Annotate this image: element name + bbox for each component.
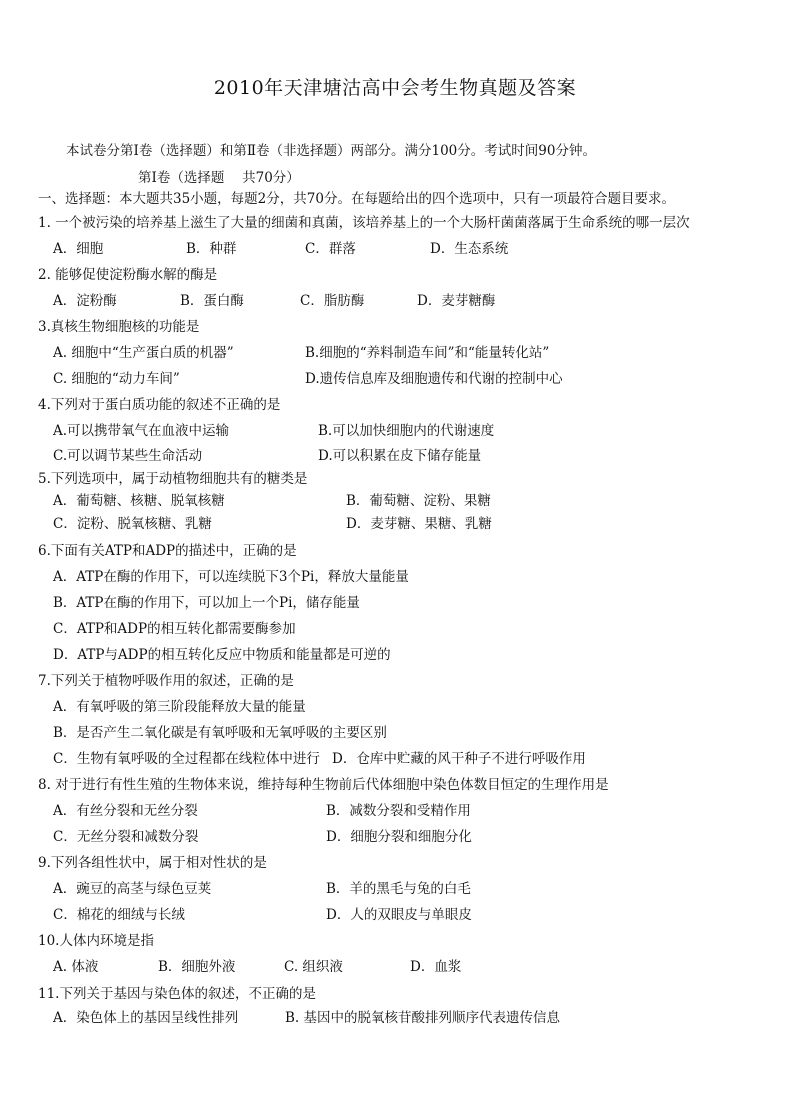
option: A．ATP在酶的作用下，可以连续脱下3个Pi，释放大量能量 [53, 569, 409, 585]
option: D．人的双眼皮与单眼皮 [326, 907, 472, 923]
question-stem: 2. 能够促使淀粉酶水解的酶是 [38, 267, 218, 283]
exam-intro: 本试卷分第Ⅰ卷（选择题）和第Ⅱ卷（非选择题）两部分。满分100分。考试时间90分钟。 [66, 143, 596, 159]
question-stem: 7.下列关于植物呼吸作用的叙述，正确的是 [38, 673, 294, 689]
question-stem: 11.下列关于基因与染色体的叙述，不正确的是 [38, 986, 316, 1002]
option: C．淀粉、脱氧核糖、乳糖 [53, 516, 212, 532]
option: D．血浆 [410, 959, 462, 975]
section-instruction: 一、选择题：本大题共35小题，每题2分，共70分。在每题给出的四个选项中，只有一项最符合题目要求。 [38, 191, 675, 207]
option: A．染色体上的基因呈线性排列 [53, 1010, 239, 1026]
option: C.可以调节某些生命活动 [53, 448, 203, 464]
option: B．ATP在酶的作用下，可以加上一个Pi，储存能量 [53, 595, 360, 611]
option: A．有丝分裂和无丝分裂 [53, 803, 198, 819]
option: D．细胞分裂和细胞分化 [326, 829, 472, 845]
option: B．葡萄糖、淀粉、果糖 [346, 493, 491, 509]
option: C．生物有氧呼吸的全过程都在线粒体中进行 [53, 751, 320, 767]
page-title: 2010年天津塘沽高中会考生物真题及答案 [213, 77, 577, 99]
option: A．有氧呼吸的第三阶段能释放大量的能量 [53, 699, 306, 715]
option: D.可以积累在皮下储存能量 [318, 448, 482, 464]
question-stem: 6.下面有关ATP和ADP的描述中，正确的是 [38, 543, 297, 559]
option: D．麦芽糖酶 [417, 293, 496, 309]
option: A. 细胞中“生产蛋白质的机器” [53, 345, 234, 361]
question-stem: 1. 一个被污染的培养基上滋生了大量的细菌和真菌，该培养基上的一个大肠杆菌菌落属于生命系统的哪一层次 [38, 215, 690, 231]
question-stem: 10.人体内环境是指 [38, 933, 154, 949]
option: C．无丝分裂和减数分裂 [53, 829, 199, 845]
option: C．ATP和ADP的相互转化都需要酶参加 [53, 621, 296, 637]
option: D．麦芽糖、果糖、乳糖 [346, 516, 492, 532]
option: B．羊的黑毛与兔的白毛 [326, 881, 471, 897]
question-stem: 8. 对于进行有性生殖的生物体来说，维持每种生物前后代体细胞中染色体数目恒定的生理作用是 [38, 777, 609, 793]
option: B．蛋白酶 [180, 293, 244, 309]
option: D．ATP与ADP的相互转化反应中物质和能量都是可逆的 [53, 647, 391, 663]
option: C．群落 [305, 241, 356, 257]
option: D．仓库中贮藏的风干种子不进行呼吸作用 [332, 751, 586, 767]
option: A．葡萄糖、核糖、脱氧核糖 [53, 493, 225, 509]
part-one-title: 第Ⅰ卷（选择题 共70分） [138, 170, 300, 186]
question-stem: 9.下列各组性状中，属于相对性状的是 [38, 855, 267, 871]
option: C. 组织液 [284, 959, 343, 975]
option: C．棉花的细绒与长绒 [53, 907, 185, 923]
question-stem: 3.真核生物细胞核的功能是 [38, 319, 200, 335]
question-stem: 4.下列对于蛋白质功能的叙述不正确的是 [38, 397, 281, 413]
option: D.遗传信息库及细胞遗传和代谢的控制中心 [305, 371, 563, 387]
option: B．种群 [186, 241, 237, 257]
option: B．是否产生二氧化碳是有氧呼吸和无氧呼吸的主要区别 [53, 725, 387, 741]
option: A．细胞 [53, 241, 104, 257]
option: A．淀粉酶 [53, 293, 117, 309]
option: A．豌豆的高茎与绿色豆荚 [53, 881, 212, 897]
option: B．减数分裂和受精作用 [326, 803, 471, 819]
option: B. 基因中的脱氧核苷酸排列顺序代表遗传信息 [285, 1010, 561, 1026]
option: B.可以加快细胞内的代谢速度 [318, 423, 495, 439]
option: C．脂肪酶 [300, 293, 365, 309]
question-stem: 5.下列选项中，属于动植物细胞共有的糖类是 [38, 471, 308, 487]
option: B.细胞的“养料制造车间”和“能量转化站” [305, 345, 550, 361]
option: B．细胞外液 [158, 959, 236, 975]
option: A.可以携带氧气在血液中运输 [53, 423, 230, 439]
option: D．生态系统 [430, 241, 509, 257]
option: A. 体液 [53, 959, 99, 975]
option: C. 细胞的“动力车间” [53, 371, 180, 387]
